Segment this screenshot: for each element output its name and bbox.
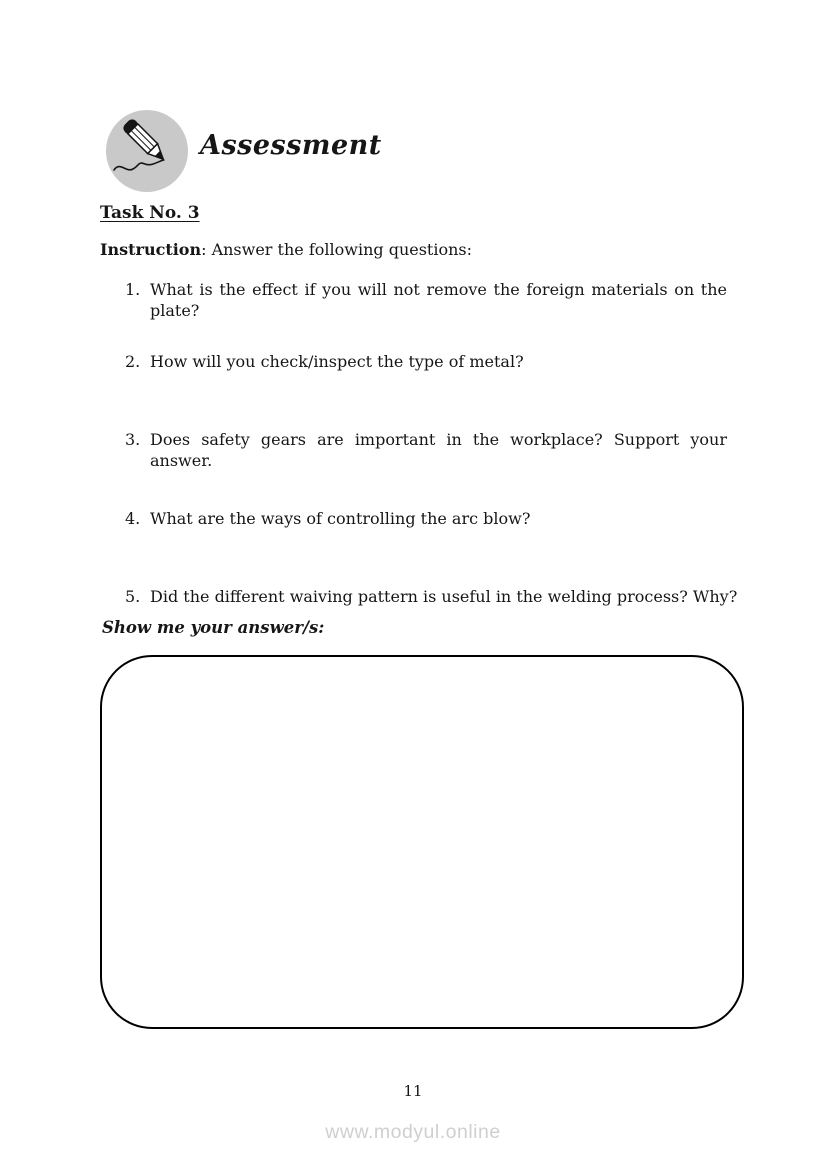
question-text: Does safety gears are important in the workplace? Support your answer. [150, 430, 727, 470]
task-heading: Task No. 3 [100, 203, 200, 223]
question-item-1 [125, 279, 727, 321]
page-number: 11 [403, 1082, 423, 1100]
page-title: Assessment [200, 130, 382, 161]
question-item-5 [125, 586, 737, 607]
question-item-4 [125, 508, 530, 529]
question-number: 3. [125, 430, 141, 449]
question-number: 4. [125, 509, 141, 528]
question-number: 1. [125, 280, 141, 299]
pencil-icon [105, 109, 189, 193]
watermark-text: www.modyul.online [325, 1121, 501, 1143]
instruction-line [100, 240, 472, 259]
answer-area-box [100, 655, 744, 1029]
question-item-3 [125, 429, 727, 471]
question-number: 2. [125, 352, 141, 371]
question-text: What are the ways of controlling the arc blow? [150, 509, 531, 528]
question-text: How will you check/inspect the type of metal? [150, 352, 524, 371]
instruction-label: Instruction [100, 240, 202, 259]
instruction-text: : Answer the following questions: [201, 240, 473, 259]
question-item-2 [125, 351, 524, 372]
assessment-section-icon [105, 109, 189, 193]
question-text: Did the different waiving pattern is useful in the welding process? Why? [150, 587, 738, 606]
question-number: 5. [125, 587, 141, 606]
question-text: What is the effect if you will not remove the foreign materials on the plate? [150, 280, 727, 320]
answer-prompt: Show me your answer/s: [102, 618, 325, 637]
